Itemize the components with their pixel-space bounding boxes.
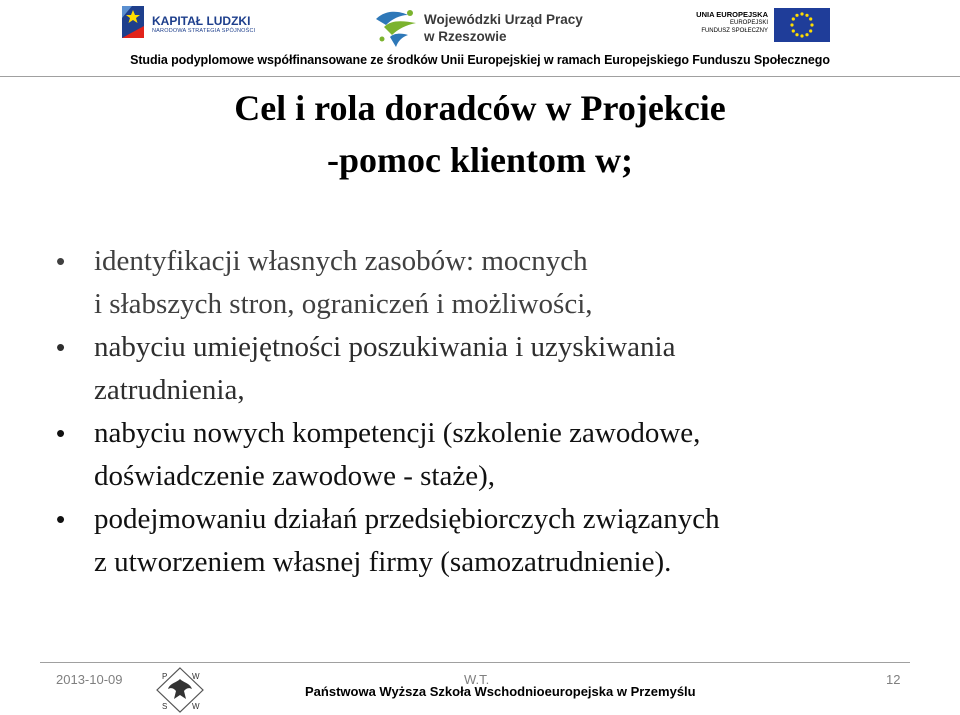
bullet-icon: • (56, 418, 66, 448)
kapital-ludzki-logo-icon (118, 4, 148, 42)
eu-flag-icon (774, 8, 830, 42)
kapital-ludzki-name: KAPITAŁ LUDZKI (152, 14, 251, 28)
slide-title-line1: Cel i rola doradców w Projekcie (234, 88, 726, 128)
bullet-text: nabyciu nowych kompetencji (szkolenie zawodowe, (94, 417, 701, 449)
bullet-icon: • (56, 504, 66, 534)
bullet-item (56, 412, 926, 455)
bullet-text: podejmowaniu działań przedsiębiorczych związanych (94, 503, 720, 535)
kapital-ludzki-logo (118, 4, 268, 44)
page-number: 12 (886, 672, 901, 687)
wup-name-line2: w Rzeszowie (424, 29, 507, 44)
header-divider (0, 76, 960, 77)
bullet-text: identyfikacji własnych zasobów: mocnych (94, 245, 588, 277)
eu-line1: UNIA EUROPEJSKA (696, 10, 768, 19)
wup-logo (372, 5, 612, 49)
pwsw-eagle-logo-icon (156, 667, 204, 713)
footer-school-name: Państwowa Wyższa Szkoła Wschodnioeuropejska w Przemyślu (305, 684, 696, 699)
footer-author: W.T. (464, 672, 490, 687)
bullet-icon: • (56, 332, 66, 362)
footer-divider (40, 662, 910, 663)
bullet-item (56, 498, 926, 541)
slide-title (0, 82, 960, 186)
bullet-continuation: i słabszych stron, ograniczeń i możliwości, (94, 288, 593, 320)
bullet-item (56, 326, 926, 369)
pwsw-letter: W (192, 702, 200, 711)
wup-name-line1: Wojewódzki Urząd Pracy (424, 12, 583, 27)
funding-banner: Studia podyplomowe współfinansowane ze środków Unii Europejskiej w ramach Europejskiego Funduszu Społecznego (130, 53, 830, 67)
eu-line3: FUNDUSZ SPOŁECZNY (701, 28, 768, 34)
bullet-list (56, 240, 926, 584)
pwsw-letter: P (162, 672, 168, 681)
bullet-continuation: z utworzeniem własnej firmy (samozatrudnienie). (94, 546, 672, 578)
eu-line2: EUROPEJSKI (729, 20, 768, 26)
bullet-icon: • (56, 246, 66, 276)
kapital-ludzki-subtitle: NARODOWA STRATEGIA SPÓJNOŚCI (152, 28, 256, 34)
pwsw-letter: W (192, 672, 200, 681)
bullet-item (56, 240, 926, 283)
bullet-continuation: zatrudnienia, (94, 374, 245, 406)
footer-date: 2013-10-09 (56, 672, 123, 687)
bullet-text: nabyciu umiejętności poszukiwania i uzyskiwania (94, 331, 676, 363)
header (0, 0, 960, 78)
pwsw-letter: S (162, 702, 168, 711)
bullet-continuation: doświadczenie zawodowe - staże), (94, 460, 495, 492)
eu-logo (696, 6, 830, 44)
wup-bird-logo-icon (372, 5, 420, 49)
slide-title-line2: -pomoc klientom w; (327, 140, 633, 180)
